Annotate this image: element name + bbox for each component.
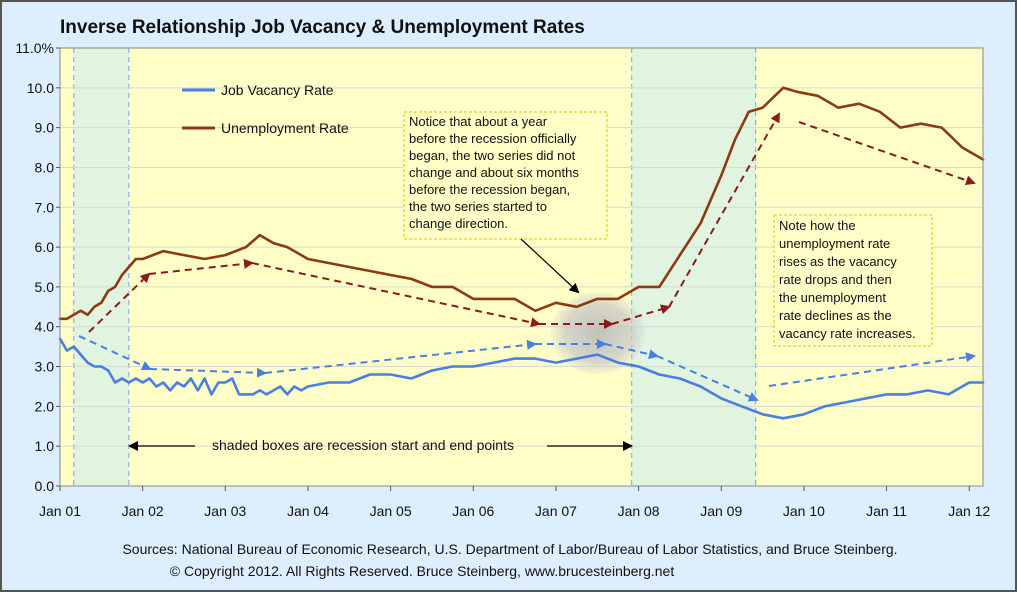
note2-line-6: rate declines as the [779,308,892,323]
note2-line-5: the unemployment [779,290,886,305]
y-tick-label: 10.0 [26,79,54,96]
y-tick-label: 0.0 [34,478,54,494]
y-tick-label: 3.0 [34,358,54,375]
note2-line-3: rises as the vacancy [779,254,897,269]
y-tick-label: 7.0 [34,199,54,216]
x-tick-label: Jan 06 [452,503,495,519]
note2-line-1: Note how the [779,218,856,233]
y-tick-label: 6.0 [34,239,54,256]
note1-line-5: before the recession began, [409,182,571,197]
note1-line-4: change and about six months [409,165,579,180]
note1-line-2: before the recession officially [409,131,577,146]
x-tick-label: Jan 09 [700,503,743,519]
source-line-2: © Copyright 2012. All Rights Reserved. Bruce Steinberg, www.brucesteinberg.net [169,563,675,579]
note1-line-3: began, the two series did not [409,148,576,163]
x-tick-label: Jan 12 [948,503,991,519]
note1-line-6: the two series started to [409,199,548,214]
shaded-boxes-note: shaded boxes are recession start and end points [212,437,514,453]
note1-line-7: change direction. [409,216,509,231]
y-tick-label: 5.0 [34,278,54,295]
legend-vacancy-label: Job Vacancy Rate [221,82,334,98]
y-tick-label: 2.0 [34,398,54,415]
annotation-note-1 [404,112,607,239]
y-tick-label: 1.0 [34,438,54,455]
recession-band-1 [74,48,129,486]
x-tick-label: Jan 11 [866,503,908,519]
x-tick-label: Jan 03 [204,503,247,519]
note1-line-1: Notice that about a year [409,114,548,129]
legend-unemployment-label: Unemployment Rate [221,120,349,136]
note2-line-7: vacancy rate increases. [779,326,916,341]
annotation-note-2 [774,215,932,346]
chart-svg [2,2,1015,590]
x-tick-label: Jan 05 [369,503,412,519]
x-tick-label: Jan 08 [617,503,660,519]
source-line-1: Sources: National Bureau of Economic Research, U.S. Department of Labor/Bureau of Labor Statistics, and Bruce Steinberg. [122,541,898,557]
note2-line-4: rate drops and then [779,272,892,287]
chart-title: Inverse Relationship Job Vacancy & Unemployment Rates [60,17,585,38]
x-tick-label: Jan 07 [534,503,577,519]
recession-band-2 [632,48,756,486]
x-tick-label: Jan 04 [286,503,329,519]
x-tick-label: Jan 02 [121,503,164,519]
y-tick-label: 4.0 [34,318,54,335]
y-tick-label: 9.0 [34,119,54,136]
note2-line-2: unemployment rate [779,236,891,251]
y-tick-label: 8.0 [34,159,54,176]
y-tick-label: 11.0% [15,40,54,56]
x-tick-label: Jan 01 [38,503,82,519]
x-tick-label: Jan 10 [782,503,825,519]
